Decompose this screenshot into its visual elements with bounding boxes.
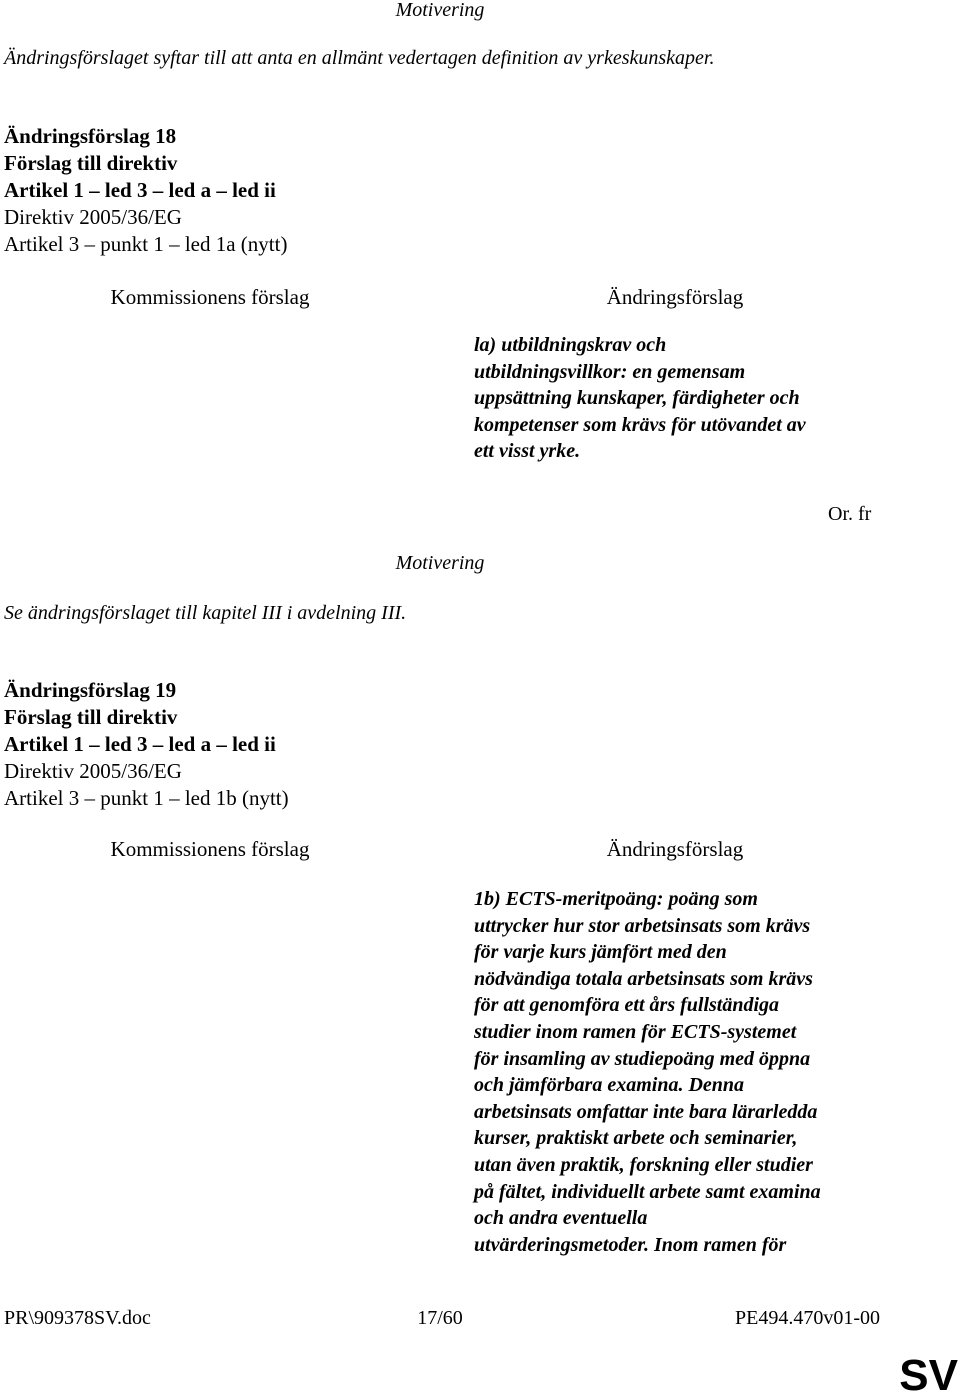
amendment-19-article: Artikel 1 – led 3 – led a – led ii [4,732,276,756]
amendment-19-text-line: utan även praktik, forskning eller studier [474,1153,813,1176]
footer-doc-ref: PR\909378SV.doc [4,1307,151,1329]
footer-pe-ref: PE494.470v01-00 [735,1307,880,1329]
amendment-18-text-line: la) utbildningskrav och [474,334,667,356]
original-language: Or. fr [828,503,872,525]
amendment-19-text-line: och andra eventuella [474,1207,648,1230]
motivering-heading-top: Motivering [395,0,485,21]
amendment-18-col-amendment: Ändringsförslag [606,285,744,309]
language-code: SV [899,1351,958,1400]
amendment-19-text [474,886,821,1258]
amendment-19-text-line: studier inom ramen för ECTS-systemet [474,1020,797,1043]
amendment-19-point: Artikel 3 – punkt 1 – led 1b (nytt) [4,786,289,810]
amendment-19-directive: Direktiv 2005/36/EG [4,759,182,783]
amendment-19-title: Ändringsförslag 19 [4,678,177,702]
amendment-18-article: Artikel 1 – led 3 – led a – led ii [4,178,276,202]
amendment-19-text-line: för varje kurs jämfört med den [474,941,727,964]
amendment-18-text-line: kompetenser som krävs för utövandet av [474,413,806,436]
amendment-18-text-line: uppsättning kunskaper, färdigheter och [474,387,800,410]
amendment-19-text-line: kurser, praktiskt arbete och seminarier, [474,1127,798,1150]
amendment-19-text-line: på fältet, individuellt arbete samt examina [474,1180,821,1203]
amendment-18-text [474,332,806,465]
justification-text-top: Ändringsförslaget syftar till att anta en allmänt vedertagen definition av yrkeskunskaper. [4,47,715,69]
amendment-18-point: Artikel 3 – punkt 1 – led 1a (nytt) [4,232,288,256]
amendment-19-text-line: och jämförbara examina. Denna [474,1074,745,1097]
amendment-18-proposal: Förslag till direktiv [4,151,178,175]
amendment-18-text-line: utbildningsvillkor: en gemensam [474,360,746,383]
footer-page-number: 17/60 [417,1307,463,1329]
amendment-19-proposal: Förslag till direktiv [4,705,178,729]
amendment-19-text-line: utvärderingsmetoder. Inom ramen för [474,1233,787,1256]
amendment-19-text-line: arbetsinsats omfattar inte bara lärarledda [474,1100,818,1123]
amendment-18-col-commission: Kommissionens förslag [110,285,310,309]
amendment-19-text-line: för insamling av studiepoäng med öppna [474,1047,811,1070]
amendment-18-directive: Direktiv 2005/36/EG [4,205,182,229]
amendment-18-title: Ändringsförslag 18 [4,124,177,148]
amendment-19-text-line: uttrycker hur stor arbetsinsats som krävs [474,914,811,937]
amendment-19-col-commission: Kommissionens förslag [110,837,310,861]
amendment-19-text-line: 1b) ECTS-meritpoäng: poäng som [474,888,758,910]
amendment-19-text-line: för att genomföra ett års fullständiga [474,994,780,1017]
amendment-19-text-line: nödvändiga totala arbetsinsats som krävs [474,967,813,990]
justification-text-18: Se ändringsförslaget till kapitel III i avdelning III. [4,602,407,624]
motivering-heading-18: Motivering [395,552,485,574]
amendment-18-text-line: ett visst yrke. [474,440,581,463]
amendment-19-col-amendment: Ändringsförslag [606,837,744,861]
